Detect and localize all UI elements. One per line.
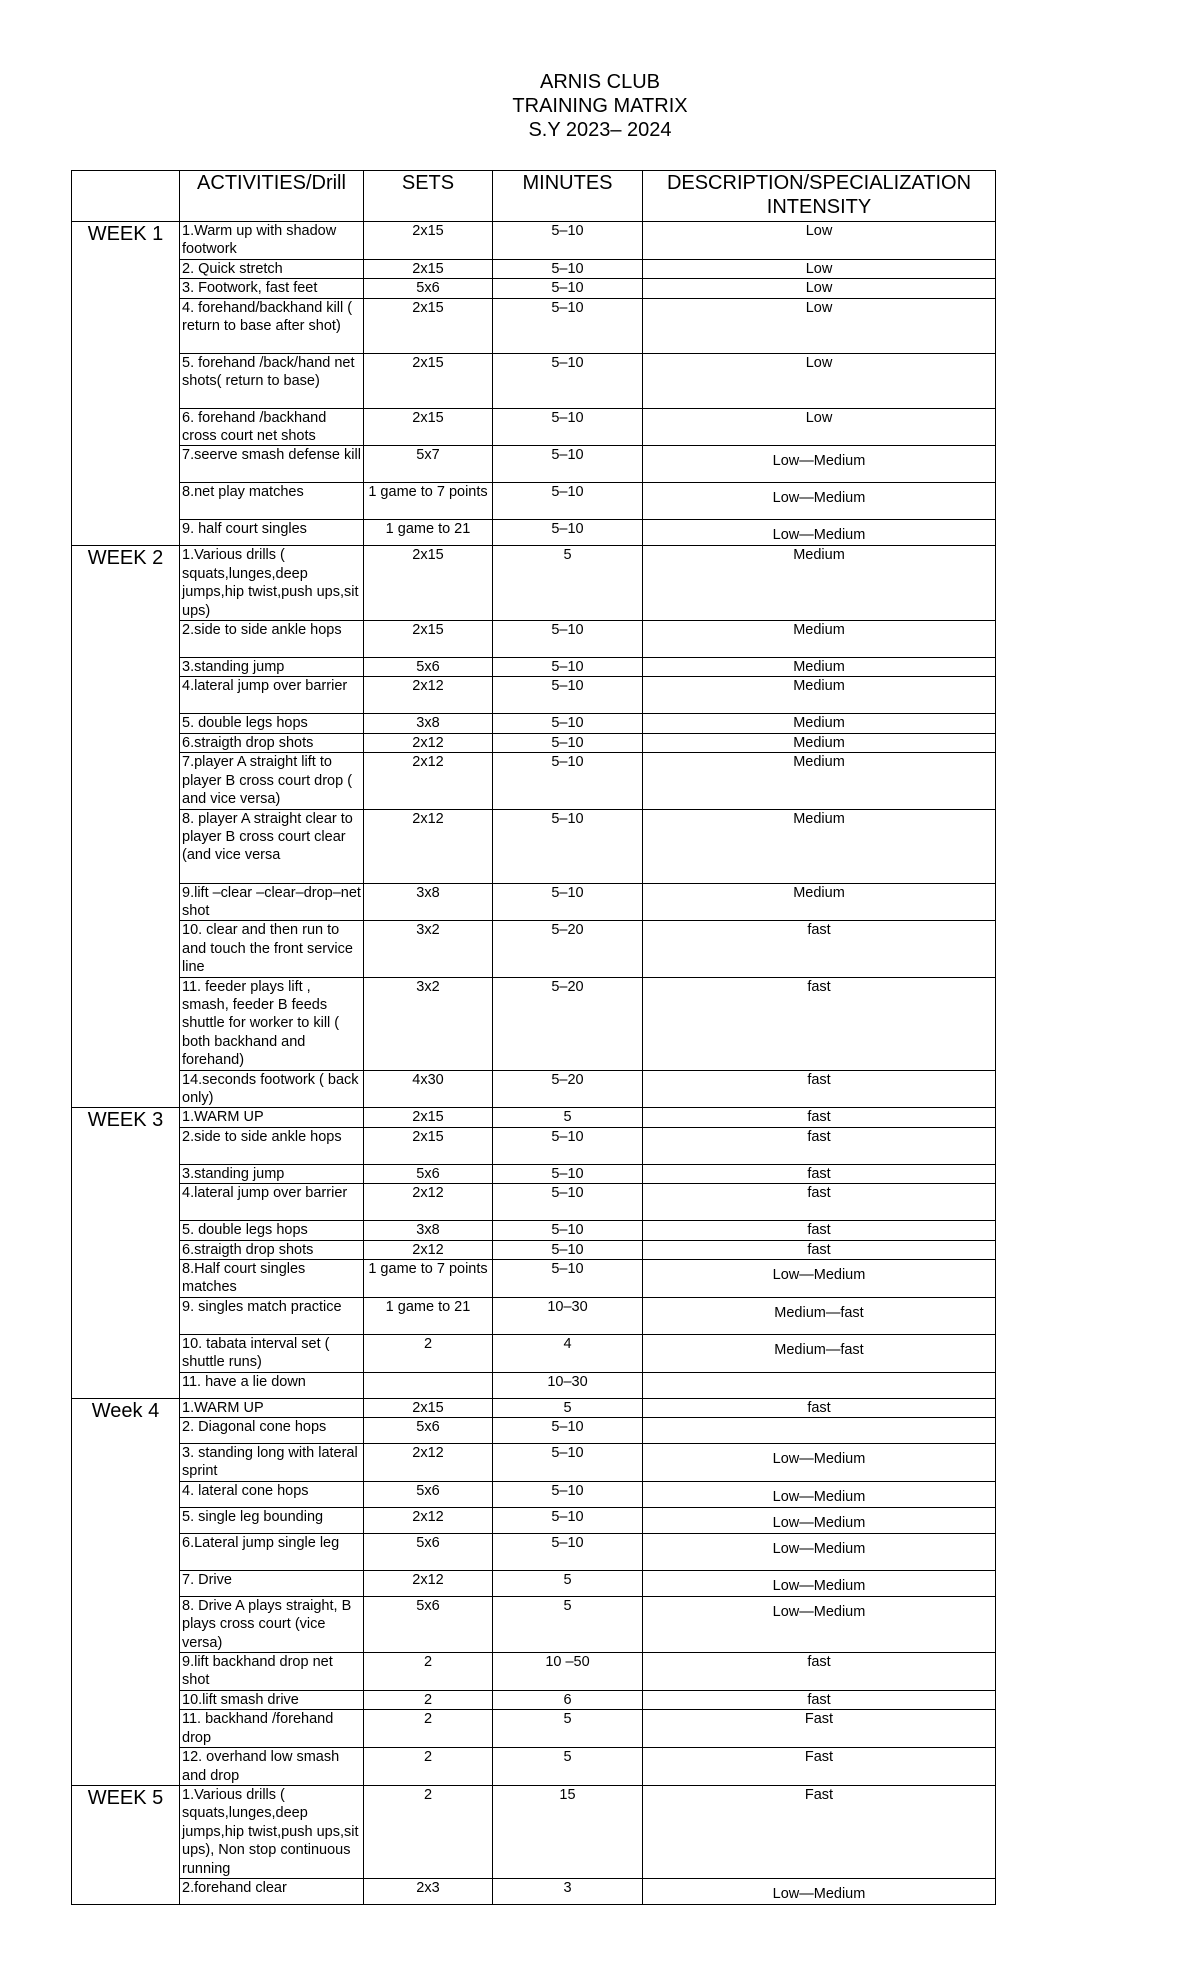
minutes-cell: 5–10 <box>493 677 643 714</box>
activity-cell: 9.lift –clear –clear–drop–net shot <box>180 883 364 921</box>
sets-cell: 1 game to 21 <box>364 520 493 546</box>
sets-cell: 2x15 <box>364 353 493 408</box>
table-row <box>72 1570 996 1596</box>
sets-cell: 1 game to 7 points <box>364 483 493 520</box>
intensity-cell: Low—Medium <box>643 1570 996 1596</box>
minutes-cell: 5–10 <box>493 1533 643 1570</box>
sets-cell: 2 <box>364 1690 493 1709</box>
sets-cell: 2x12 <box>364 1507 493 1533</box>
table-row <box>72 520 996 546</box>
intensity-cell: fast <box>643 1184 996 1221</box>
minutes-cell: 5 <box>493 1748 643 1786</box>
sets-cell: 2x15 <box>364 1108 493 1127</box>
sets-cell: 4x30 <box>364 1070 493 1108</box>
activity-cell: 14.seconds footwork ( back only) <box>180 1070 364 1108</box>
sets-cell: 5x6 <box>364 1164 493 1183</box>
table-row <box>72 1070 996 1108</box>
intensity-cell: Low—Medium <box>643 1878 996 1904</box>
minutes-cell: 5–10 <box>493 520 643 546</box>
intensity-cell: Low <box>643 222 996 260</box>
intensity-cell: fast <box>643 1221 996 1240</box>
intensity-cell: Fast <box>643 1785 996 1878</box>
table-row <box>72 658 996 677</box>
minutes-cell: 5–10 <box>493 1221 643 1240</box>
intensity-cell: Low <box>643 259 996 278</box>
week-label: WEEK 5 <box>72 1785 180 1904</box>
activity-cell: 9. half court singles <box>180 520 364 546</box>
minutes-cell: 6 <box>493 1690 643 1709</box>
sets-cell: 1 game to 7 points <box>364 1260 493 1298</box>
intensity-cell: Medium <box>643 677 996 714</box>
minutes-cell: 5 <box>493 1596 643 1652</box>
minutes-cell: 5–10 <box>493 298 643 353</box>
header-row <box>72 171 996 222</box>
activity-cell: 6.straigth drop shots <box>180 1240 364 1259</box>
intensity-cell: fast <box>643 1240 996 1259</box>
sets-cell: 2 <box>364 1334 493 1372</box>
table-row <box>72 1240 996 1259</box>
table-row <box>72 1785 996 1878</box>
activity-cell: 3.standing jump <box>180 658 364 677</box>
activity-cell: 9.lift backhand drop net shot <box>180 1653 364 1691</box>
intensity-cell: Medium <box>643 546 996 621</box>
intensity-cell: fast <box>643 1164 996 1183</box>
table-row <box>72 733 996 752</box>
table-row <box>72 408 996 446</box>
minutes-cell: 5–10 <box>493 279 643 298</box>
matrix-title: TRAINING MATRIX <box>512 95 688 117</box>
minutes-cell: 5 <box>493 1398 643 1417</box>
sets-cell: 2x15 <box>364 1127 493 1164</box>
activity-cell: 7. Drive <box>180 1570 364 1596</box>
activity-cell: 1.Warm up with shadow footwork <box>180 222 364 260</box>
week-label: Week 4 <box>72 1398 180 1785</box>
minutes-cell: 5 <box>493 1108 643 1127</box>
minutes-cell: 5 <box>493 1570 643 1596</box>
intensity-cell: Medium <box>643 753 996 809</box>
school-year: S.Y 2023– 2024 <box>528 119 672 141</box>
intensity-cell: Low—Medium <box>643 1481 996 1507</box>
activities-header: ACTIVITIES/Drill <box>180 171 364 222</box>
sets-cell: 5x6 <box>364 658 493 677</box>
sets-cell: 2 <box>364 1710 493 1748</box>
table-row <box>72 446 996 483</box>
table-row <box>72 1710 996 1748</box>
sets-cell: 2x12 <box>364 1184 493 1221</box>
table-row <box>72 1372 996 1398</box>
sets-cell: 2x15 <box>364 222 493 260</box>
sets-cell: 3x2 <box>364 921 493 977</box>
intensity-cell <box>643 1418 996 1444</box>
minutes-cell: 5–20 <box>493 921 643 977</box>
intensity-cell: Low <box>643 298 996 353</box>
activity-cell: 3. Footwork, fast feet <box>180 279 364 298</box>
matrix-body <box>72 222 996 1905</box>
activity-cell: 9. singles match practice <box>180 1297 364 1334</box>
activity-cell: 1.Various drills ( squats,lunges,deep jumps,hip twist,push ups,sit ups) <box>180 546 364 621</box>
minutes-cell: 5–10 <box>493 1260 643 1298</box>
table-row <box>72 298 996 353</box>
activity-cell: 6. forehand /backhand cross court net shots <box>180 408 364 446</box>
sets-cell: 2x12 <box>364 677 493 714</box>
activity-cell: 5. double legs hops <box>180 1221 364 1240</box>
activity-cell: 4. forehand/backhand kill ( return to base after shot) <box>180 298 364 353</box>
sets-cell: 2x15 <box>364 408 493 446</box>
sets-cell: 2x12 <box>364 1570 493 1596</box>
table-row <box>72 1481 996 1507</box>
sets-header: SETS <box>364 171 493 222</box>
intensity-cell: fast <box>643 1127 996 1164</box>
activity-cell: 7.seerve smash defense kill <box>180 446 364 483</box>
activity-cell: 11. backhand /forehand drop <box>180 1710 364 1748</box>
activity-cell: 2.side to side ankle hops <box>180 1127 364 1164</box>
activity-cell: 6.Lateral jump single leg <box>180 1533 364 1570</box>
table-row <box>72 353 996 408</box>
table-row <box>72 1690 996 1709</box>
intensity-cell: Medium <box>643 658 996 677</box>
intensity-cell: fast <box>643 977 996 1070</box>
activity-cell: 2. Diagonal cone hops <box>180 1418 364 1444</box>
minutes-cell: 10–30 <box>493 1372 643 1398</box>
activity-cell: 10. clear and then run to and touch the front service line <box>180 921 364 977</box>
activity-cell: 3. standing long with lateral sprint <box>180 1444 364 1482</box>
intensity-cell: fast <box>643 1653 996 1691</box>
sets-cell: 2x12 <box>364 753 493 809</box>
table-row <box>72 1164 996 1183</box>
sets-cell: 2x15 <box>364 298 493 353</box>
activity-cell: 5. forehand /back/hand net shots( return to base) <box>180 353 364 408</box>
activity-cell: 8.net play matches <box>180 483 364 520</box>
minutes-cell: 5 <box>493 546 643 621</box>
minutes-cell: 3 <box>493 1878 643 1904</box>
table-row <box>72 1398 996 1417</box>
activity-cell: 10. tabata interval set ( shuttle runs) <box>180 1334 364 1372</box>
sets-cell: 2 <box>364 1748 493 1786</box>
table-row <box>72 483 996 520</box>
table-row <box>72 621 996 658</box>
minutes-cell: 5–10 <box>493 1418 643 1444</box>
activity-cell: 10.lift smash drive <box>180 1690 364 1709</box>
table-row <box>72 1653 996 1691</box>
intensity-cell: Low <box>643 408 996 446</box>
sets-cell: 5x6 <box>364 1418 493 1444</box>
table-row <box>72 677 996 714</box>
activity-cell: 2. Quick stretch <box>180 259 364 278</box>
activity-cell: 4.lateral jump over barrier <box>180 677 364 714</box>
intensity-cell: fast <box>643 1690 996 1709</box>
minutes-cell: 5–20 <box>493 1070 643 1108</box>
intensity-cell: Fast <box>643 1748 996 1786</box>
week-header <box>72 171 180 222</box>
sets-cell: 3x8 <box>364 1221 493 1240</box>
club-name: ARNIS CLUB <box>539 71 661 93</box>
sets-cell: 5x7 <box>364 446 493 483</box>
table-row <box>72 1221 996 1240</box>
minutes-cell: 5 <box>493 1710 643 1748</box>
week-label: WEEK 3 <box>72 1108 180 1398</box>
table-row <box>72 1444 996 1482</box>
table-row <box>72 809 996 883</box>
minutes-cell: 10 –50 <box>493 1653 643 1691</box>
minutes-cell: 5–10 <box>493 259 643 278</box>
activity-cell: 1.WARM UP <box>180 1108 364 1127</box>
minutes-cell: 5–10 <box>493 446 643 483</box>
sets-cell: 5x6 <box>364 1596 493 1652</box>
intensity-cell: Medium—fast <box>643 1297 996 1334</box>
minutes-cell: 10–30 <box>493 1297 643 1334</box>
intensity-cell: Low—Medium <box>643 446 996 483</box>
sets-cell: 2x12 <box>364 1444 493 1482</box>
week-label: WEEK 2 <box>72 546 180 1108</box>
minutes-cell: 5–10 <box>493 1127 643 1164</box>
activity-cell: 11. feeder plays lift , smash, feeder B feeds shuttle for worker to kill ( both backhand and forehand) <box>180 977 364 1070</box>
training-matrix-table <box>71 170 996 1905</box>
intensity-cell: fast <box>643 1070 996 1108</box>
intensity-cell: Low <box>643 353 996 408</box>
minutes-cell: 5–10 <box>493 1184 643 1221</box>
activity-cell: 7.player A straight lift to player B cross court drop ( and vice versa) <box>180 753 364 809</box>
sets-cell: 2 <box>364 1785 493 1878</box>
minutes-cell: 5–10 <box>493 753 643 809</box>
activity-cell: 12. overhand low smash and drop <box>180 1748 364 1786</box>
sets-cell: 2x12 <box>364 733 493 752</box>
intensity-cell: Low—Medium <box>643 1596 996 1652</box>
sets-cell: 2x12 <box>364 809 493 883</box>
intensity-cell: Fast <box>643 1710 996 1748</box>
sets-cell: 5x6 <box>364 1533 493 1570</box>
table-row <box>72 1108 996 1127</box>
intensity-cell: Low—Medium <box>643 1444 996 1482</box>
intensity-cell: Low—Medium <box>643 520 996 546</box>
activity-cell: 5. double legs hops <box>180 714 364 733</box>
minutes-cell: 5–20 <box>493 977 643 1070</box>
sets-cell: 5x6 <box>364 1481 493 1507</box>
minutes-cell: 5–10 <box>493 222 643 260</box>
intensity-cell: Low—Medium <box>643 1260 996 1298</box>
week-label: WEEK 1 <box>72 222 180 546</box>
activity-cell: 2.side to side ankle hops <box>180 621 364 658</box>
minutes-cell: 5–10 <box>493 408 643 446</box>
table-row <box>72 714 996 733</box>
sets-cell: 5x6 <box>364 279 493 298</box>
minutes-cell: 15 <box>493 1785 643 1878</box>
intensity-cell: fast <box>643 921 996 977</box>
table-row <box>72 977 996 1070</box>
intensity-cell: fast <box>643 1108 996 1127</box>
sets-cell: 2x15 <box>364 621 493 658</box>
table-row <box>72 1878 996 1904</box>
sets-cell: 3x8 <box>364 714 493 733</box>
sets-cell: 2x3 <box>364 1878 493 1904</box>
document-title <box>0 70 1200 142</box>
intensity-cell: Medium <box>643 733 996 752</box>
table-row <box>72 1507 996 1533</box>
sets-cell: 1 game to 21 <box>364 1297 493 1334</box>
intensity-cell: Medium <box>643 883 996 921</box>
minutes-cell: 5–10 <box>493 483 643 520</box>
table-row <box>72 546 996 621</box>
table-row <box>72 1418 996 1444</box>
minutes-header: MINUTES <box>493 171 643 222</box>
sets-cell: 3x2 <box>364 977 493 1070</box>
activity-cell: 2.forehand clear <box>180 1878 364 1904</box>
table-row <box>72 921 996 977</box>
intensity-cell <box>643 1372 996 1398</box>
table-row <box>72 1260 996 1298</box>
table-row <box>72 1297 996 1334</box>
table-row <box>72 1334 996 1372</box>
table-row <box>72 1127 996 1164</box>
sets-cell: 2x15 <box>364 1398 493 1417</box>
description-header: DESCRIPTION/SPECIALIZATION INTENSITY <box>643 171 996 222</box>
table-row <box>72 222 996 260</box>
intensity-cell: Low—Medium <box>643 483 996 520</box>
activity-cell: 8.Half court singles matches <box>180 1260 364 1298</box>
intensity-cell: fast <box>643 1398 996 1417</box>
minutes-cell: 5–10 <box>493 1164 643 1183</box>
activity-cell: 11. have a lie down <box>180 1372 364 1398</box>
table-row <box>72 1533 996 1570</box>
activity-cell: 3.standing jump <box>180 1164 364 1183</box>
minutes-cell: 5–10 <box>493 621 643 658</box>
minutes-cell: 5–10 <box>493 353 643 408</box>
table-row <box>72 1748 996 1786</box>
sets-cell <box>364 1372 493 1398</box>
minutes-cell: 5–10 <box>493 714 643 733</box>
table-row <box>72 279 996 298</box>
minutes-cell: 5–10 <box>493 733 643 752</box>
activity-cell: 8. Drive A plays straight, B plays cross court (vice versa) <box>180 1596 364 1652</box>
activity-cell: 1.Various drills ( squats,lunges,deep jumps,hip twist,push ups,sit ups), Non stop continuous running <box>180 1785 364 1878</box>
minutes-cell: 5–10 <box>493 658 643 677</box>
minutes-cell: 5–10 <box>493 1240 643 1259</box>
activity-cell: 8. player A straight clear to player B cross court clear (and vice versa <box>180 809 364 883</box>
table-row <box>72 1184 996 1221</box>
sets-cell: 2x15 <box>364 259 493 278</box>
intensity-cell: Low <box>643 279 996 298</box>
table-row <box>72 1596 996 1652</box>
sets-cell: 2x15 <box>364 546 493 621</box>
intensity-cell: Medium <box>643 714 996 733</box>
sets-cell: 2x12 <box>364 1240 493 1259</box>
intensity-cell: Low—Medium <box>643 1533 996 1570</box>
activity-cell: 1.WARM UP <box>180 1398 364 1417</box>
intensity-cell: Low—Medium <box>643 1507 996 1533</box>
table-row <box>72 883 996 921</box>
sets-cell: 2 <box>364 1653 493 1691</box>
sets-cell: 3x8 <box>364 883 493 921</box>
minutes-cell: 5–10 <box>493 809 643 883</box>
activity-cell: 4.lateral jump over barrier <box>180 1184 364 1221</box>
minutes-cell: 5–10 <box>493 883 643 921</box>
intensity-cell: Medium—fast <box>643 1334 996 1372</box>
activity-cell: 6.straigth drop shots <box>180 733 364 752</box>
table-row <box>72 259 996 278</box>
activity-cell: 5. single leg bounding <box>180 1507 364 1533</box>
minutes-cell: 4 <box>493 1334 643 1372</box>
minutes-cell: 5–10 <box>493 1507 643 1533</box>
activity-cell: 4. lateral cone hops <box>180 1481 364 1507</box>
table-row <box>72 753 996 809</box>
minutes-cell: 5–10 <box>493 1481 643 1507</box>
intensity-cell: Medium <box>643 621 996 658</box>
intensity-cell: Medium <box>643 809 996 883</box>
minutes-cell: 5–10 <box>493 1444 643 1482</box>
